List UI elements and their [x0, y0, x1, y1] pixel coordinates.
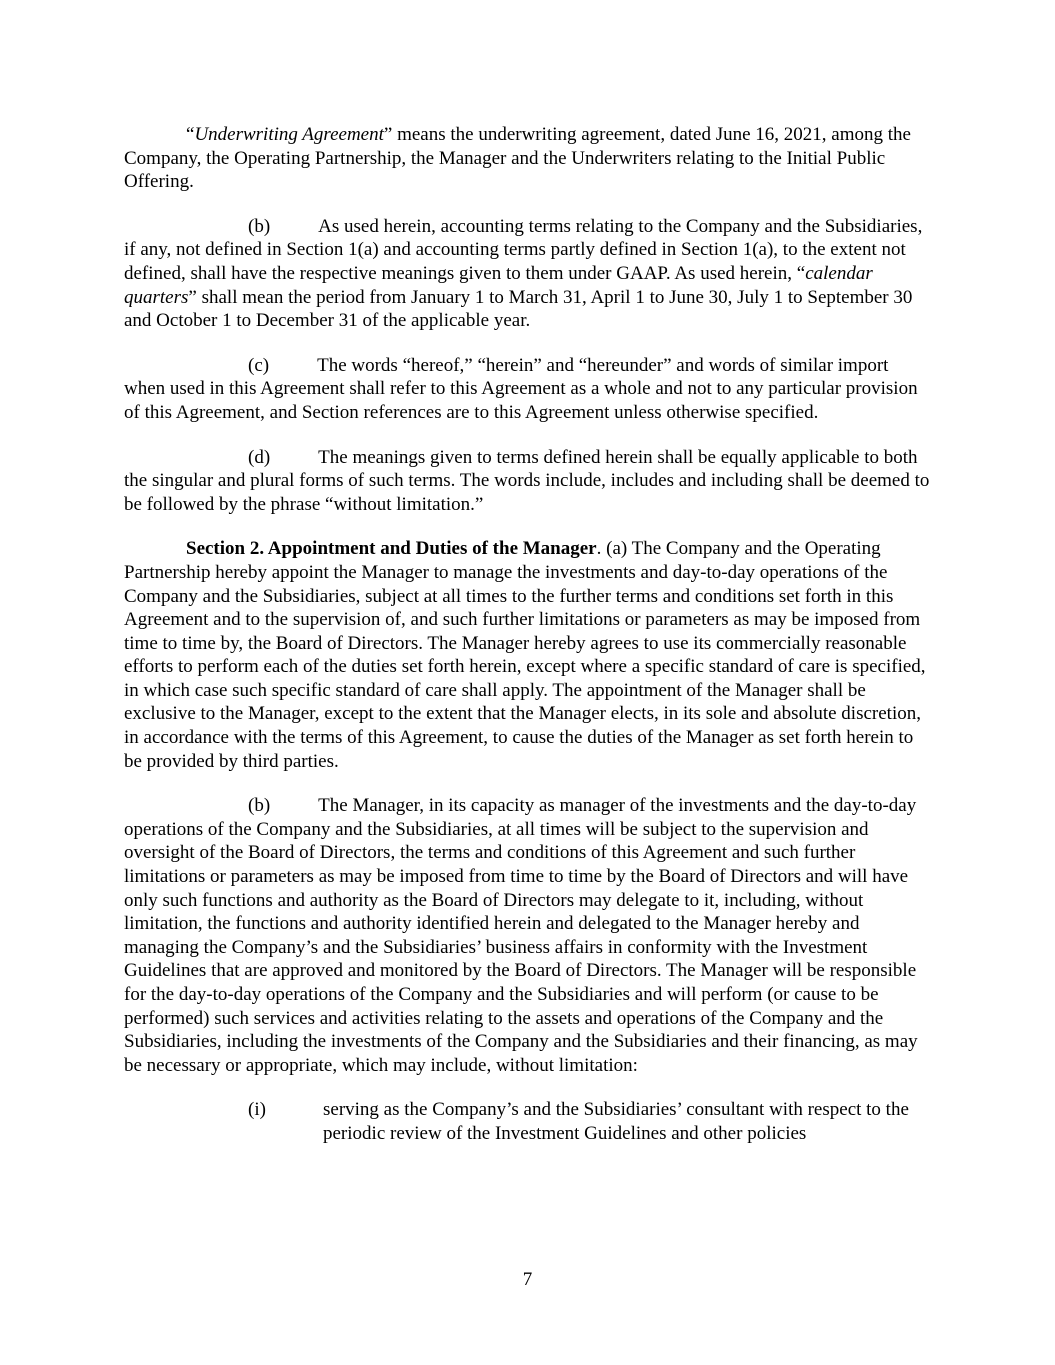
- defined-term: calendar quarters: [124, 262, 873, 308]
- section-heading: Section 2. Appointment and Duties of the Manager: [186, 538, 597, 560]
- section-2-appointment: [124, 537, 932, 773]
- paragraph-label: (b): [248, 795, 271, 817]
- paragraph-b-accounting-terms: [124, 215, 932, 333]
- list-item-text: serving as the Company’s and the Subsidiaries’ consultant with respect to the periodic review of the Investment Guidelines and other policies: [323, 1099, 909, 1144]
- paragraph-text: As used herein, accounting terms relating to the Company and the Subsidiaries, if any, not defined in Section 1(a) and accounting terms partly defined in Section 1(a), to the extent not defined, shall have the respective meanings given to them under GAAP. As used herein, “: [124, 215, 923, 284]
- paragraph-d-meanings: [124, 446, 932, 517]
- page-number: 7: [522, 1269, 533, 1290]
- paragraph-text-continued: ” shall mean the period from January 1 to March 31, April 1 to June 30, July 1 to September 30 and October 1 to December 31 of the applicable year.: [124, 286, 913, 332]
- paragraph-label: (c): [248, 354, 270, 376]
- paragraph-text: The meanings given to terms defined herein shall be equally applicable to both the singular and plural forms of such terms. The words include, includes and including shall be deemed to be followed by the phrase “without limitation.”: [124, 446, 930, 515]
- paragraph-label: (b): [248, 215, 271, 237]
- definition-text: ” means the underwriting agreement, dated June 16, 2021, among the Company, the Operating Partnership, the Manager and the Underwriters relating to the Initial Public Offering.: [124, 124, 911, 193]
- paragraph-text: The words “hereof,” “herein” and “hereunder” and words of similar import when used in this Agreement shall refer to this Agreement as a whole and not to any particular provision of this Agreement, and Section references are to this Agreement unless otherwise specified.: [124, 354, 918, 423]
- list-item-label: (i): [248, 1099, 266, 1121]
- paragraph-text: The Manager, in its capacity as manager of the investments and the day-to-day operations of the Company and the Subsidiaries, at all times will be subject to the supervision and oversight of the Board of Directors, the terms and conditions of this Agreement and such further limitations or parameters as may be imposed from time to time by the Board of Directors and will have only such functions and authority as the Board of Directors may delegate to it, including, without limitation, the functions and authority identified herein and delegated to the Manager hereby and managing the Company’s and the Subsidiaries’ business affairs in conformity with the Investment Guidelines that are approved and monitored by the Board of Directors. The Manager will be responsible for the day-to-day operations of the Company and the Subsidiaries and will perform (or cause to be performed) such services and activities relating to the assets and operations of the Company and the Subsidiaries, including the investments of the Company and the Subsidiaries and their financing, as may be necessary or appropriate, which may include, without limitation:: [124, 795, 918, 1076]
- list-item-i: [124, 1098, 932, 1145]
- section-text: (a) The Company and the Operating Partnership hereby appoint the Manager to manage the investments and day-to-day operations of the Company and the Subsidiaries, subject at all times to the further terms and conditions set forth in this Agreement and to the supervision of, and such further limitations or parameters as may be imposed from time to time by, the Board of Directors. The Manager hereby agrees to use its commercially reasonable efforts to perform each of the duties set forth herein, except where a specific standard of care is specified, in which case such specific standard of care shall apply. The appointment of the Manager shall be exclusive to the Manager, except to the extent that the Manager elects, in its sole and absolute discretion, in accordance with the terms of this Agreement, to cause the duties of the Manager as set forth herein to be provided by third parties.: [124, 538, 926, 772]
- open-quote: “: [186, 124, 195, 145]
- paragraph-c-hereof: [124, 354, 932, 425]
- paragraph-label: (d): [248, 446, 271, 468]
- document-body: [124, 123, 932, 1146]
- section-heading-period: .: [596, 538, 602, 560]
- defined-term: Underwriting Agreement: [194, 124, 384, 145]
- definition-underwriting-agreement: [124, 123, 932, 194]
- paragraph-b-manager-capacity: [124, 794, 932, 1077]
